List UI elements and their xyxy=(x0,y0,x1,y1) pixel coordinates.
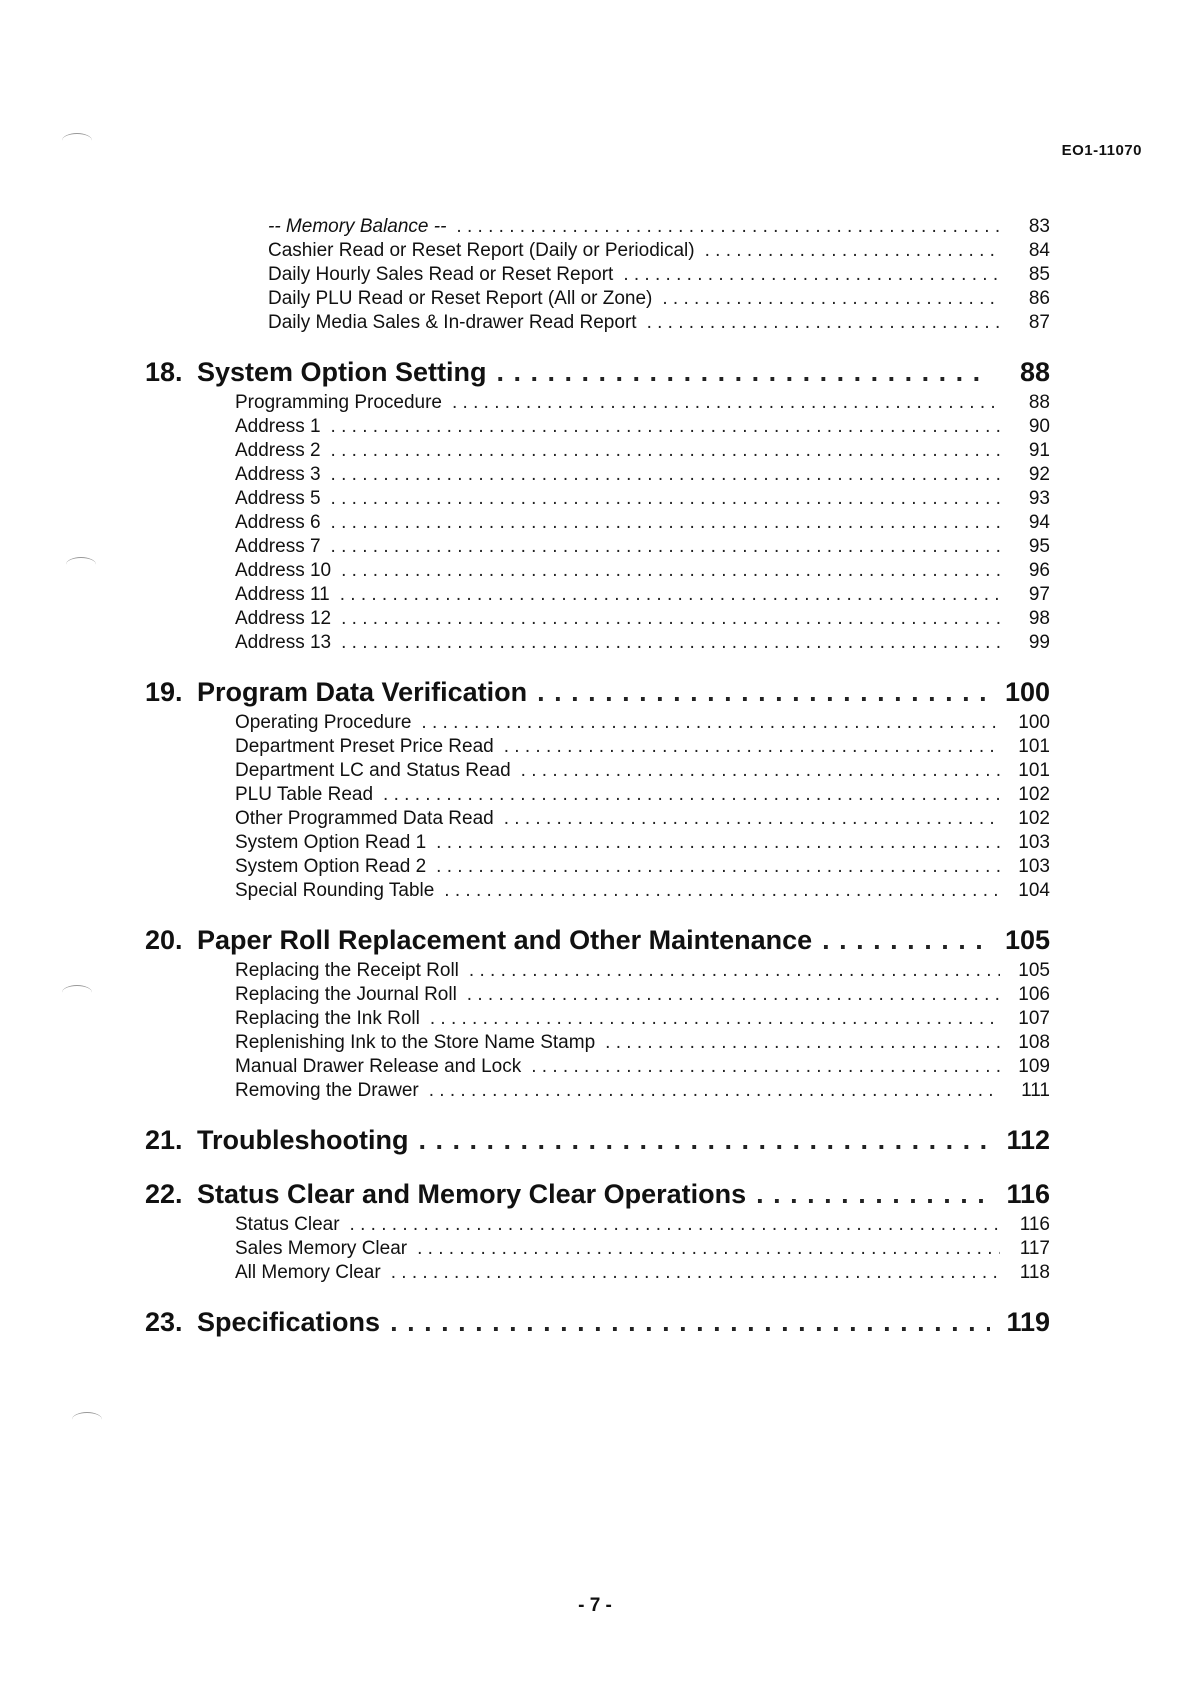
section-title: Program Data Verification xyxy=(197,677,528,707)
toc-entry xyxy=(145,1007,1050,1031)
toc-entry xyxy=(145,607,1050,631)
toc-entry-page: 87 xyxy=(1028,312,1050,333)
toc-entry xyxy=(145,879,1050,903)
dot-leader xyxy=(430,1007,1000,1031)
toc-entry-label: Daily PLU Read or Reset Report (All or Zone) xyxy=(268,288,653,309)
toc-entry-label: Department LC and Status Read xyxy=(235,760,511,781)
dot-leader xyxy=(452,391,1000,415)
dot-leader xyxy=(605,1031,1000,1055)
dot-leader xyxy=(417,1237,1000,1261)
margin-mark xyxy=(72,1412,102,1427)
section-title: Paper Roll Replacement and Other Maintenance xyxy=(197,925,813,955)
margin-mark xyxy=(62,985,92,1000)
dot-leader xyxy=(390,1305,990,1339)
section-page: 112 xyxy=(1006,1125,1050,1155)
toc-entry xyxy=(145,583,1050,607)
toc-entry-label: Address 12 xyxy=(235,608,332,629)
dot-leader xyxy=(436,855,1000,879)
section-title: Troubleshooting xyxy=(197,1125,409,1155)
toc-entry-page: 88 xyxy=(1028,392,1050,413)
toc-entry-label: Special Rounding Table xyxy=(235,880,435,901)
toc-entry xyxy=(145,1031,1050,1055)
toc-entry xyxy=(145,1055,1050,1079)
dot-leader xyxy=(331,415,1000,439)
dot-leader xyxy=(537,675,990,709)
toc-entry xyxy=(145,215,1050,239)
toc-entry-label: Cashier Read or Reset Report (Daily or Periodical) xyxy=(268,240,695,261)
dot-leader xyxy=(504,807,1000,831)
toc-entry-label: Removing the Drawer xyxy=(235,1080,419,1101)
toc-entry xyxy=(145,807,1050,831)
toc-entry xyxy=(145,631,1050,655)
toc-entry xyxy=(145,287,1050,311)
toc-entry xyxy=(145,311,1050,335)
toc-entry-page: 86 xyxy=(1028,288,1050,309)
toc-entry-label: Address 1 xyxy=(235,416,321,437)
toc-entry xyxy=(145,511,1050,535)
toc-entry-page: 99 xyxy=(1028,632,1050,653)
dot-leader xyxy=(521,759,1000,783)
toc-entry-page: 106 xyxy=(1018,984,1050,1005)
toc-section-heading xyxy=(145,923,1050,957)
dot-leader xyxy=(429,1079,1000,1103)
section-number: 23. xyxy=(145,1307,183,1337)
toc-entry-label: PLU Table Read xyxy=(235,784,374,805)
toc-entry-label: Department Preset Price Read xyxy=(235,736,494,757)
toc-entry-label: Replacing the Receipt Roll xyxy=(235,960,459,981)
dot-leader xyxy=(436,831,1000,855)
toc-entry xyxy=(145,239,1050,263)
toc-section-heading xyxy=(145,355,1050,389)
dot-leader xyxy=(531,1055,1000,1079)
dot-leader xyxy=(444,879,1000,903)
toc-entry xyxy=(145,439,1050,463)
toc-entry-label: Daily Media Sales & In-drawer Read Report xyxy=(268,312,637,333)
toc-section-heading xyxy=(145,1305,1050,1339)
toc-entry-page: 84 xyxy=(1028,240,1050,261)
toc-entry-page: 95 xyxy=(1028,536,1050,557)
toc-entry xyxy=(145,783,1050,807)
toc-entry-page: 96 xyxy=(1028,560,1050,581)
section-page: 116 xyxy=(1006,1179,1050,1209)
toc-entry xyxy=(145,487,1050,511)
dot-leader xyxy=(497,355,990,389)
toc-entry xyxy=(145,855,1050,879)
dot-leader xyxy=(383,783,1000,807)
toc-entry-page: 92 xyxy=(1028,464,1050,485)
toc-entry-page: 98 xyxy=(1028,608,1050,629)
section-page: 88 xyxy=(1019,357,1050,387)
toc-entry-page: 105 xyxy=(1018,960,1050,981)
dot-leader xyxy=(469,959,1000,983)
toc-entry-label: Address 10 xyxy=(235,560,332,581)
toc-entry-label: Replacing the Ink Roll xyxy=(235,1008,420,1029)
toc-entry-label: Address 7 xyxy=(235,536,321,557)
section-number: 18. xyxy=(145,357,183,387)
toc-entry-page: 83 xyxy=(1028,216,1050,237)
toc-entry-label: System Option Read 2 xyxy=(235,856,427,877)
dot-leader xyxy=(623,263,1000,287)
toc-entry-label: Address 11 xyxy=(235,584,330,605)
toc-entry-label: Address 2 xyxy=(235,440,321,461)
toc-entry xyxy=(145,559,1050,583)
toc-entry-label: Sales Memory Clear xyxy=(235,1238,408,1259)
dot-leader xyxy=(341,607,1000,631)
dot-leader xyxy=(421,711,1000,735)
toc-entry xyxy=(145,535,1050,559)
dot-leader xyxy=(350,1213,1000,1237)
dot-leader xyxy=(756,1177,990,1211)
dot-leader xyxy=(341,559,1000,583)
toc-entry-page: 111 xyxy=(1021,1080,1050,1101)
toc-entry-page: 91 xyxy=(1028,440,1050,461)
toc-entry-label: Address 5 xyxy=(235,488,321,509)
toc-entry xyxy=(145,263,1050,287)
dot-leader xyxy=(456,215,1000,239)
toc-entry-label: Replacing the Journal Roll xyxy=(235,984,457,1005)
toc-entry xyxy=(145,391,1050,415)
toc-entry xyxy=(145,735,1050,759)
toc-entry xyxy=(145,415,1050,439)
toc-entry-label: Manual Drawer Release and Lock xyxy=(235,1056,522,1077)
dot-leader xyxy=(504,735,1000,759)
toc-entry-label: Status Clear xyxy=(235,1214,340,1235)
section-number: 19. xyxy=(145,677,183,707)
dot-leader xyxy=(331,463,1000,487)
toc-entry xyxy=(145,1213,1050,1237)
toc-entry-label: Replenishing Ink to the Store Name Stamp xyxy=(235,1032,596,1053)
dot-leader xyxy=(331,487,1000,511)
toc-entry-page: 103 xyxy=(1018,856,1050,877)
toc-entry-page: 108 xyxy=(1018,1032,1050,1053)
toc-entry-label: System Option Read 1 xyxy=(235,832,427,853)
toc-entry xyxy=(145,759,1050,783)
toc-entry-page: 103 xyxy=(1018,832,1050,853)
dot-leader xyxy=(340,583,1000,607)
toc-entry-label: Other Programmed Data Read xyxy=(235,808,494,829)
page-number: - 7 - xyxy=(578,1595,612,1616)
dot-leader xyxy=(822,923,990,957)
toc-entry-page: 100 xyxy=(1018,712,1050,733)
toc-entry-page: 101 xyxy=(1018,736,1050,757)
toc-entry-label: -- Memory Balance -- xyxy=(268,216,447,237)
toc-entry-page: 101 xyxy=(1018,760,1050,781)
toc-entry-page: 109 xyxy=(1018,1056,1050,1077)
toc-entry-page: 104 xyxy=(1018,880,1050,901)
toc-entry xyxy=(145,1261,1050,1285)
dot-leader xyxy=(331,535,1000,559)
dot-leader xyxy=(331,439,1000,463)
dot-leader xyxy=(705,239,1000,263)
toc-entry xyxy=(145,463,1050,487)
dot-leader xyxy=(662,287,1000,311)
section-title: System Option Setting xyxy=(197,357,487,387)
dot-leader xyxy=(647,311,1000,335)
toc-entry-page: 97 xyxy=(1028,584,1050,605)
toc-entry-page: 117 xyxy=(1019,1238,1050,1259)
toc-entry xyxy=(145,983,1050,1007)
toc-section-heading xyxy=(145,1123,1050,1157)
table-of-contents xyxy=(145,215,1050,1341)
toc-entry xyxy=(145,711,1050,735)
toc-entry-page: 116 xyxy=(1019,1214,1050,1235)
toc-entry-label: All Memory Clear xyxy=(235,1262,381,1283)
section-page: 100 xyxy=(1004,677,1050,707)
toc-entry-label: Address 3 xyxy=(235,464,321,485)
toc-entry-label: Programming Procedure xyxy=(235,392,442,413)
toc-entry-label: Address 13 xyxy=(235,632,332,653)
document-code: EO1-11070 xyxy=(1061,142,1142,159)
toc-entry-page: 102 xyxy=(1018,808,1050,829)
toc-entry-label: Address 6 xyxy=(235,512,321,533)
toc-entry xyxy=(145,959,1050,983)
toc-entry-page: 85 xyxy=(1028,264,1050,285)
toc-entry-page: 107 xyxy=(1018,1008,1050,1029)
toc-entry-page: 102 xyxy=(1018,784,1050,805)
toc-entry-page: 118 xyxy=(1019,1262,1050,1283)
toc-section-heading xyxy=(145,1177,1050,1211)
toc-entry xyxy=(145,831,1050,855)
toc-section-heading xyxy=(145,675,1050,709)
section-number: 20. xyxy=(145,925,183,955)
section-title: Status Clear and Memory Clear Operations xyxy=(197,1179,747,1209)
section-page: 105 xyxy=(1004,925,1050,955)
dot-leader xyxy=(467,983,1000,1007)
toc-entry xyxy=(145,1237,1050,1261)
toc-entry xyxy=(145,1079,1050,1103)
toc-entry-label: Operating Procedure xyxy=(235,712,412,733)
dot-leader xyxy=(391,1261,1000,1285)
margin-mark xyxy=(62,133,92,148)
dot-leader xyxy=(418,1123,990,1157)
toc-entry-label: Daily Hourly Sales Read or Reset Report xyxy=(268,264,614,285)
dot-leader xyxy=(341,631,1000,655)
section-number: 22. xyxy=(145,1179,183,1209)
toc-entry-page: 94 xyxy=(1028,512,1050,533)
section-page: 119 xyxy=(1006,1307,1050,1337)
dot-leader xyxy=(331,511,1000,535)
section-number: 21. xyxy=(145,1125,183,1155)
margin-mark xyxy=(66,557,96,572)
toc-entry-page: 93 xyxy=(1028,488,1050,509)
toc-entry-page: 90 xyxy=(1028,416,1050,437)
section-title: Specifications xyxy=(197,1307,381,1337)
